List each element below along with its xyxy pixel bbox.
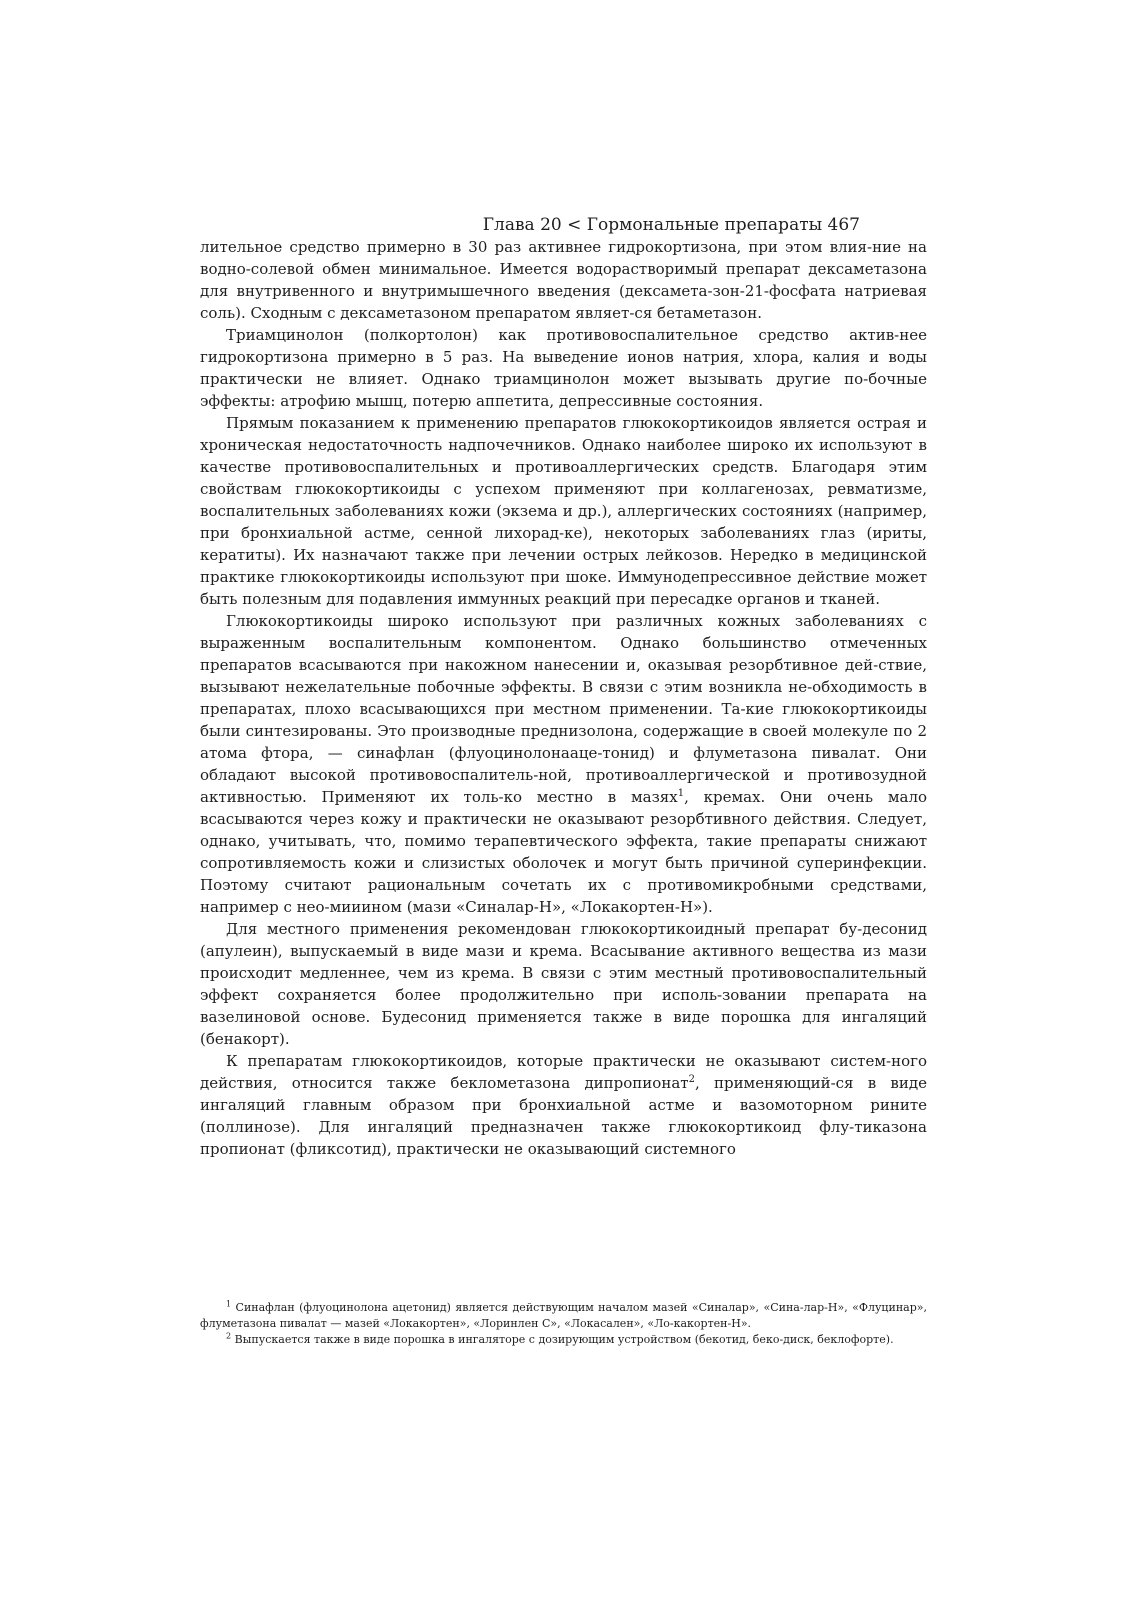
body-text — [200, 236, 927, 1160]
paragraph-continued: лительное средство примерно в 30 раз активнее гидрокортизона, при этом влия-ние на водно-солевой обмен минимальное. Имеется водорастворимый препарат дексаметазона для внутривенного и внутримышечного введения (дексамета-зон-21-фосфата натриевая соль). Сходным с дексаметазоном препаратом являет-ся бетаметазон. — [200, 238, 927, 322]
running-head: Глава 20 < Гормональные препараты 467 — [482, 215, 860, 235]
footnote-mark: 1 — [226, 1299, 232, 1309]
paragraph-text: , применяющий-ся в виде ингаляций главным образом при бронхиальной астме и вазомоторном рините (поллинозе). Для ингаляций предназначен также глюкокортикоид флу-тиказона пропионат (фликсотид), практически не оказывающий системного — [200, 1074, 927, 1158]
paragraph-text: Глюкокортикоиды широко используют при различных кожных заболеваниях с выраженным воспалительным компонентом. Однако большинство отмеченных препаратов всасываются при накожном нанесении и, оказывая резорбтивное дей-ствие, вызывают нежелательные побочные эффекты. В связи с этим возникла не-обходимость в препаратах, плохо всасывающихся при местном применении. Та-кие глюкокортикоиды были синтезированы. Это производные преднизолона, содержащие в своей молекуле по 2 атома фтора, — синафлан (флуоцинолонааце-тонид) и флуметазона пивалат. Они обладают высокой противовоспалитель-ной, противоаллергической и противозудной активностью. Применяют их толь-ко местно в мазях — [200, 612, 927, 806]
footnote-1 — [200, 1300, 927, 1332]
paragraph-budesonide: Для местного применения рекомендован глюкокортикоидный препарат бу-десонид (апулеин), выпускаемый в виде мази и крема. Всасывание активного вещества из мази происходит медленнее, чем из крема. В связи с этим местный противовоспалительный эффект сохраняется более продолжительно при исполь-зовании препарата на вазелиновой основе. Будесонид применяется также в виде порошка для ингаляций (бенакорт). — [200, 920, 927, 1048]
paragraph-indications: Прямым показанием к применению препаратов глюкокортикоидов является острая и хроническая недостаточность надпочечников. Однако наиболее широко их используют в качестве противовоспалительных и противоаллергических средств. Благодаря этим свойствам глюкокортикоиды с успехом применяют при коллагенозах, ревматизме, воспалительных заболеваниях кожи (экзема и др.), аллергических состояниях (например, при бронхиальной астме, сенной лихорад-ке), некоторых заболеваниях глаз (ириты, кератиты). Их назначают также при лечении острых лейкозов. Нередко в медицинской практике глюкокортикоиды используют при шоке. Иммунодепрессивное действие может быть полезным для подавления иммунных реакций при пересадке органов и тканей. — [200, 414, 927, 608]
footnotes — [200, 1300, 927, 1348]
paragraph-text: К препаратам глюкокортикоидов, которые практически не оказывают систем-ного действия, относится также беклометазона дипропионат — [200, 1052, 927, 1092]
paragraph-beclomethasone — [200, 1050, 927, 1160]
footnote-ref-2: 2 — [688, 1074, 695, 1085]
footnote-mark: 2 — [226, 1331, 232, 1341]
footnote-ref-1: 1 — [677, 788, 685, 799]
paragraph-skin-diseases — [200, 610, 927, 918]
paragraph-text: , кремах. Они очень мало всасываются через кожу и практически не оказывают резорбтивного действия. Следует, однако, учитывать, что, помимо терапевтического эффекта, такие препараты снижают сопротивляемость кожи и слизистых оболочек и могут быть причиной суперинфекции. Поэтому считают рациональным сочетать их с противомикробными средствами, например с нео-мииином (мази «Синалар-Н», «Локакортен-Н»). — [200, 788, 928, 916]
footnote-text: Синафлан (флуоцинолона ацетонид) является действующим началом мазей «Синалар», «Сина-лар-Н», «Флуцинар», флуметазона пивалат — мазей «Локакортен», «Лоринлен С», «Локасален», «Ло-какортен-Н». — [200, 1301, 927, 1330]
footnote-text: Выпускается также в виде порошка в ингаляторе с дозирующим устройством (бекотид, беко-диск, беклофорте). — [234, 1333, 894, 1346]
footnote-2 — [200, 1332, 927, 1348]
paragraph-triamcinolone: Триамцинолон (полкортолон) как противовоспалительное средство актив-нее гидрокортизона примерно в 5 раз. На выведение ионов натрия, хлора, калия и воды практически не влияет. Однако триамцинолон может вызывать другие по-бочные эффекты: атрофию мышц, потерю аппетита, депрессивные состояния. — [200, 326, 927, 410]
